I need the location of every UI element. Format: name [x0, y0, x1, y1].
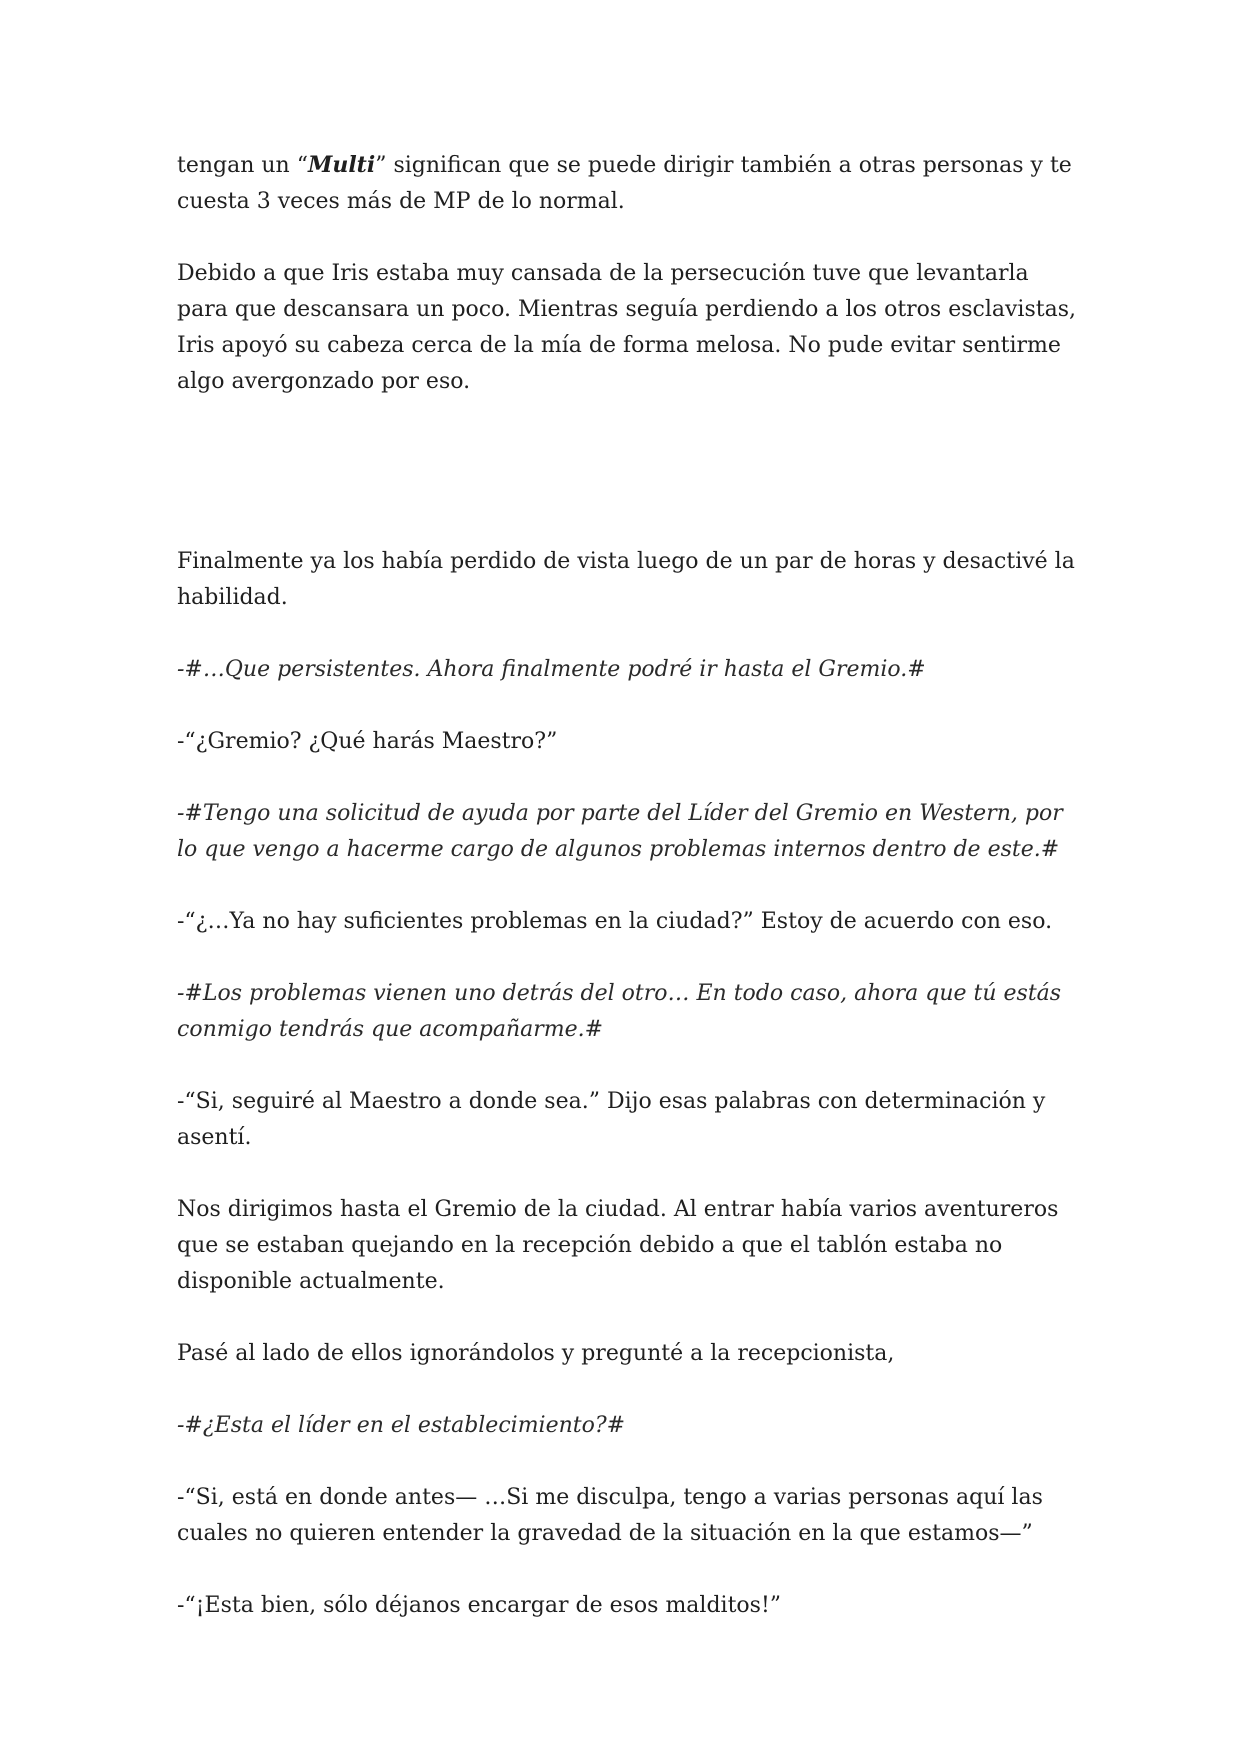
paragraph-multi-explanation	[177, 147, 1077, 220]
dialogue-line: -“¿Gremio? ¿Qué harás Maestro?”	[177, 729, 558, 754]
multi-term: Multi	[307, 152, 376, 178]
dialogue-line: -“¿…Ya no hay suficientes problemas en la ciudad?” Estoy de acuerdo con eso.	[177, 909, 1053, 934]
text-column	[177, 147, 1077, 1660]
dialogue-line: -“Si, está en donde antes— …Si me disculpa, tengo a varias personas aquí las cuales no quieren entender la gravedad de la situación en la que estamos—”	[177, 1485, 1043, 1546]
paragraph: Nos dirigimos hasta el Gremio de la ciudad. Al entrar había varios aventureros que se estaban quejando en la recepción debido a que el tablón estaba no disponible actualmente.	[177, 1197, 1059, 1294]
thought-line: -#Tengo una solicitud de ayuda por parte del Líder del Gremio en Western, por lo que vengo a hacerme cargo de algunos problemas internos dentro de este.#	[177, 801, 1063, 862]
paragraph: Finalmente ya los había perdido de vista luego de un par de horas y desactivé la habilidad.	[177, 549, 1075, 610]
paragraph-text: ” significan que se puede dirigir también a otras personas y te cuesta 3 veces más de MP de lo normal.	[177, 153, 1072, 214]
thought-line: -#Los problemas vienen uno detrás del otro… En todo caso, ahora que tú estás conmigo tendrás que acompañarme.#	[177, 981, 1062, 1042]
dialogue-line: -“Si, seguiré al Maestro a donde sea.” Dijo esas palabras con determinación y asentí.	[177, 1089, 1046, 1150]
paragraph: Debido a que Iris estaba muy cansada de la persecución tuve que levantarla para que descansara un poco. Mientras seguía perdiendo a los otros esclavistas, Iris apoyó su cabeza cerca de la mía de forma melosa. No pude evitar sentirme algo avergonzado por eso.	[177, 261, 1076, 394]
thought-line: -#…Que persistentes. Ahora finalmente podré ir hasta el Gremio.#	[177, 657, 926, 682]
thought-line: -#¿Esta el líder en el establecimiento?#	[177, 1413, 626, 1438]
section-gap	[177, 436, 1077, 544]
paragraph-text: tengan un “	[177, 153, 308, 178]
paragraph: Pasé al lado de ellos ignorándolos y pregunté a la recepcionista,	[177, 1341, 895, 1366]
dialogue-line: -“¡Esta bien, sólo déjanos encargar de esos malditos!”	[177, 1593, 782, 1618]
